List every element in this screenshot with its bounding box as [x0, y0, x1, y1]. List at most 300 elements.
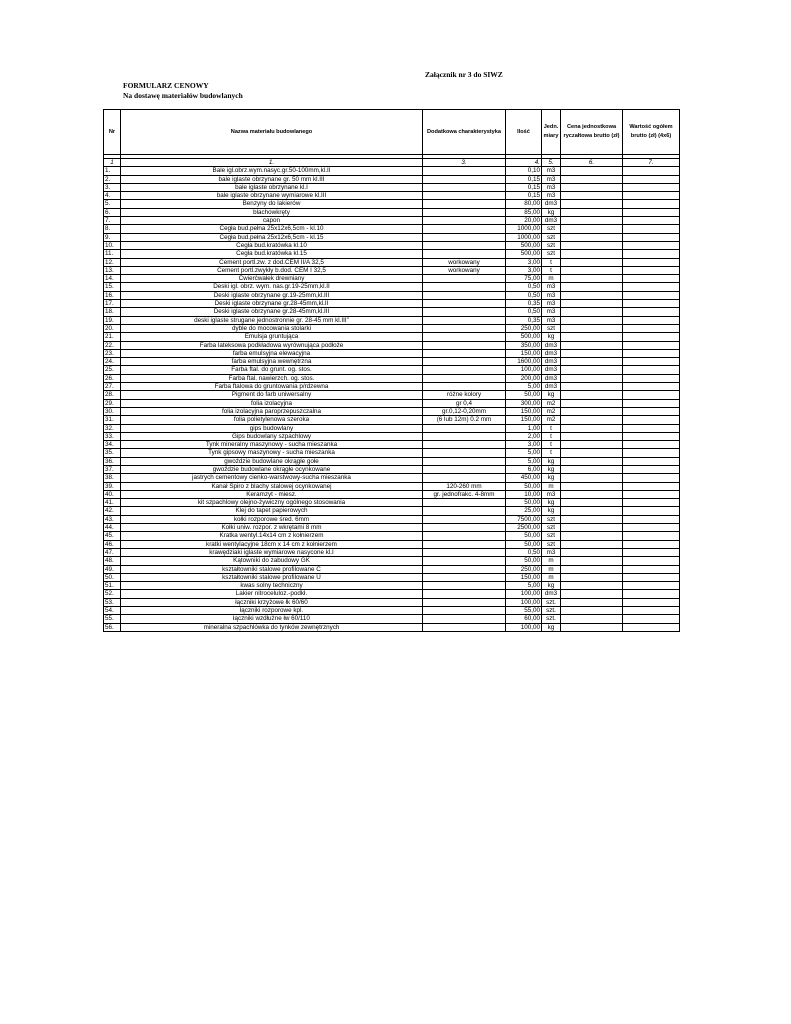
- table-row: [104, 449, 680, 457]
- unit-price-cell: [561, 615, 623, 623]
- material-name: Deski iglaste obrzynane gr.28-45mm,kl.III: [121, 308, 423, 316]
- header-name: Nazwa materiału budowlanego: [121, 110, 423, 155]
- table-row: [104, 200, 680, 208]
- material-name: Farba lateksowa podkładowa wyrównująca podłoże: [121, 341, 423, 349]
- extra-characteristic: [423, 557, 506, 565]
- table-header-row: [104, 110, 680, 155]
- table-row: [104, 573, 680, 581]
- column-number: 4.: [506, 159, 542, 167]
- total-value-cell: [623, 341, 680, 349]
- unit-price-cell: [561, 573, 623, 581]
- unit-price-cell: [561, 598, 623, 606]
- header-price: Cena jednostkowa ryczałtowa brutto (zł): [561, 110, 623, 155]
- material-name: gips budowlany: [121, 424, 423, 432]
- total-value-cell: [623, 598, 680, 606]
- unit: szt.: [542, 607, 561, 615]
- total-value-cell: [623, 300, 680, 308]
- total-value-cell: [623, 465, 680, 473]
- unit: m3: [542, 300, 561, 308]
- unit-price-cell: [561, 391, 623, 399]
- material-name: Tynk mineralny maszynowy - sucha mieszanka: [121, 441, 423, 449]
- table-row: [104, 175, 680, 183]
- unit: m3: [542, 291, 561, 299]
- unit: m3: [542, 548, 561, 556]
- quantity: 85,00: [506, 208, 542, 216]
- unit: kg: [542, 499, 561, 507]
- quantity: 60,00: [506, 615, 542, 623]
- unit-price-cell: [561, 341, 623, 349]
- row-number: 40.: [104, 490, 121, 498]
- extra-characteristic: [423, 432, 506, 440]
- unit-price-cell: [561, 358, 623, 366]
- table-row: [104, 524, 680, 532]
- extra-characteristic: [423, 507, 506, 515]
- total-value-cell: [623, 457, 680, 465]
- extra-characteristic: [423, 449, 506, 457]
- quantity: 250,00: [506, 324, 542, 332]
- quantity: 350,00: [506, 341, 542, 349]
- table-row: [104, 465, 680, 473]
- extra-characteristic: [423, 366, 506, 374]
- quantity: 50,00: [506, 540, 542, 548]
- material-name: folia izolacyjna: [121, 399, 423, 407]
- unit: m: [542, 565, 561, 573]
- extra-characteristic: [423, 441, 506, 449]
- row-number: 8.: [104, 225, 121, 233]
- column-number: 3.: [423, 159, 506, 167]
- unit-price-cell: [561, 623, 623, 631]
- unit: szt: [542, 540, 561, 548]
- material-name: kształtowniki stalowe profilowane U: [121, 573, 423, 581]
- total-value-cell: [623, 623, 680, 631]
- total-value-cell: [623, 407, 680, 415]
- table-row: [104, 324, 680, 332]
- extra-characteristic: [423, 499, 506, 507]
- table-row: [104, 208, 680, 216]
- extra-characteristic: [423, 607, 506, 615]
- table-row: [104, 540, 680, 548]
- quantity: 200,00: [506, 374, 542, 382]
- quantity: 0,15: [506, 175, 542, 183]
- total-value-cell: [623, 349, 680, 357]
- unit: dm3: [542, 349, 561, 357]
- unit: kg: [542, 465, 561, 473]
- total-value-cell: [623, 316, 680, 324]
- table-row: [104, 590, 680, 598]
- total-value-cell: [623, 607, 680, 615]
- extra-characteristic: [423, 217, 506, 225]
- quantity: 150,00: [506, 349, 542, 357]
- total-value-cell: [623, 167, 680, 175]
- quantity: 100,00: [506, 590, 542, 598]
- quantity: 0,50: [506, 308, 542, 316]
- row-number: 38.: [104, 474, 121, 482]
- table-row: [104, 532, 680, 540]
- row-number: 37.: [104, 465, 121, 473]
- row-number: 48.: [104, 557, 121, 565]
- row-number: 18.: [104, 308, 121, 316]
- row-number: 36.: [104, 457, 121, 465]
- row-number: 33.: [104, 432, 121, 440]
- quantity: 150,00: [506, 416, 542, 424]
- total-value-cell: [623, 250, 680, 258]
- unit-price-cell: [561, 275, 623, 283]
- row-number: 34.: [104, 441, 121, 449]
- header-total: Wartość ogółem brutto (zł) (4x6): [623, 110, 680, 155]
- quantity: 500,00: [506, 250, 542, 258]
- total-value-cell: [623, 366, 680, 374]
- material-name: gwoździe budowlane okrągłe gołe: [121, 457, 423, 465]
- total-value-cell: [623, 333, 680, 341]
- material-name: kwas solny techniczny: [121, 582, 423, 590]
- quantity: 0,35: [506, 300, 542, 308]
- unit: szt: [542, 524, 561, 532]
- unit-price-cell: [561, 283, 623, 291]
- unit-price-cell: [561, 383, 623, 391]
- quantity: 1600,00: [506, 358, 542, 366]
- table-row: [104, 598, 680, 606]
- unit: t: [542, 258, 561, 266]
- row-number: 3.: [104, 183, 121, 191]
- total-value-cell: [623, 258, 680, 266]
- unit-price-cell: [561, 250, 623, 258]
- column-number-row: [104, 159, 680, 167]
- extra-characteristic: [423, 358, 506, 366]
- row-number: 14.: [104, 275, 121, 283]
- quantity: 50,00: [506, 532, 542, 540]
- material-name: folia izolacyjna paroprzepuszczalna: [121, 407, 423, 415]
- table-row: [104, 225, 680, 233]
- material-name: kształtowniki stalowe profilowane C: [121, 565, 423, 573]
- quantity: 0,50: [506, 291, 542, 299]
- extra-characteristic: [423, 283, 506, 291]
- row-number: 9.: [104, 233, 121, 241]
- extra-characteristic: [423, 474, 506, 482]
- unit: szt.: [542, 598, 561, 606]
- unit-price-cell: [561, 324, 623, 332]
- row-number: 16.: [104, 291, 121, 299]
- material-name: Pigment do farb uniwersalny: [121, 391, 423, 399]
- material-name: mineralna szpachlówka do tynków zewnętrznych: [121, 623, 423, 631]
- column-number: 1: [104, 159, 121, 167]
- material-name: kratki wentylacyjne 18cm x 14 cm z kołnierzem: [121, 540, 423, 548]
- quantity: 1000,00: [506, 225, 542, 233]
- unit: szt: [542, 250, 561, 258]
- material-name: Deski iglaste obrzynane gr.19-25mm,kl.III: [121, 291, 423, 299]
- material-name: bale iglaste obrzynane gr. 50 mm kl.III: [121, 175, 423, 183]
- quantity: 150,00: [506, 573, 542, 581]
- unit: szt: [542, 225, 561, 233]
- material-name: Kołki uniw. rozpor. z wkrętami 8 mm: [121, 524, 423, 532]
- total-value-cell: [623, 233, 680, 241]
- unit: m2: [542, 399, 561, 407]
- total-value-cell: [623, 499, 680, 507]
- unit: szt: [542, 241, 561, 249]
- unit-price-cell: [561, 291, 623, 299]
- table-row: [104, 374, 680, 382]
- unit-price-cell: [561, 316, 623, 324]
- material-name: bale iglaste obrzynane kl.I: [121, 183, 423, 191]
- extra-characteristic: [423, 192, 506, 200]
- extra-characteristic: [423, 383, 506, 391]
- unit: m3: [542, 192, 561, 200]
- unit-price-cell: [561, 374, 623, 382]
- table-row: [104, 241, 680, 249]
- quantity: 0,50: [506, 548, 542, 556]
- material-name: Farba ftal. do grunt. og. stos.: [121, 366, 423, 374]
- quantity: 3,00: [506, 266, 542, 274]
- unit-price-cell: [561, 490, 623, 498]
- unit-price-cell: [561, 308, 623, 316]
- material-name: Farba ftalowa do gruntowania p/rdzewna: [121, 383, 423, 391]
- quantity: 500,00: [506, 241, 542, 249]
- table-row: [104, 192, 680, 200]
- extra-characteristic: [423, 465, 506, 473]
- unit: szt: [542, 532, 561, 540]
- total-value-cell: [623, 308, 680, 316]
- unit-price-cell: [561, 175, 623, 183]
- material-name: Cegła bud.pełna 25x12x6,5cm - kl.15: [121, 233, 423, 241]
- row-number: 35.: [104, 449, 121, 457]
- material-name: jastrych cementowy cienko-warstwowy-sucha mieszanka: [121, 474, 423, 482]
- extra-characteristic: [423, 532, 506, 540]
- row-number: 44.: [104, 524, 121, 532]
- unit-price-cell: [561, 457, 623, 465]
- header-qty: Ilość: [506, 110, 542, 155]
- material-name: Kratka wentyl.14x14 cm z kołnierzem: [121, 532, 423, 540]
- total-value-cell: [623, 532, 680, 540]
- row-number: 13.: [104, 266, 121, 274]
- total-value-cell: [623, 225, 680, 233]
- quantity: 500,00: [506, 333, 542, 341]
- table-row: [104, 507, 680, 515]
- table-row: [104, 183, 680, 191]
- total-value-cell: [623, 291, 680, 299]
- quantity: 100,00: [506, 366, 542, 374]
- unit: kg: [542, 507, 561, 515]
- material-name: Deski igl. obrz. wym. nas.gr.19-25mm,kl.II: [121, 283, 423, 291]
- unit: kg: [542, 582, 561, 590]
- table-row: [104, 266, 680, 274]
- material-name: Cegła bud.kratówka kl.15: [121, 250, 423, 258]
- total-value-cell: [623, 482, 680, 490]
- extra-characteristic: [423, 457, 506, 465]
- quantity: 0,35: [506, 316, 542, 324]
- form-subtitle: Na dostawę materiałów budowlanych: [123, 91, 243, 100]
- quantity: 1,00: [506, 424, 542, 432]
- material-name: bale iglaste obrzynane wymiarowe kl.III: [121, 192, 423, 200]
- table-row: [104, 623, 680, 631]
- form-title: FORMULARZ CENOWY: [123, 81, 209, 90]
- quantity: 5,00: [506, 457, 542, 465]
- table-row: [104, 341, 680, 349]
- total-value-cell: [623, 399, 680, 407]
- row-number: 2.: [104, 175, 121, 183]
- unit: dm3: [542, 341, 561, 349]
- unit-price-cell: [561, 441, 623, 449]
- extra-characteristic: różne kolory: [423, 391, 506, 399]
- unit: kg: [542, 623, 561, 631]
- extra-characteristic: [423, 291, 506, 299]
- total-value-cell: [623, 374, 680, 382]
- unit-price-cell: [561, 548, 623, 556]
- total-value-cell: [623, 432, 680, 440]
- column-number: 1.: [121, 159, 423, 167]
- unit: kg: [542, 474, 561, 482]
- unit: m: [542, 573, 561, 581]
- table-row: [104, 217, 680, 225]
- material-name: łączniki wzdłużne łw 60/110: [121, 615, 423, 623]
- unit-price-cell: [561, 540, 623, 548]
- total-value-cell: [623, 283, 680, 291]
- table-row: [104, 349, 680, 357]
- total-value-cell: [623, 183, 680, 191]
- extra-characteristic: [423, 183, 506, 191]
- row-number: 26.: [104, 374, 121, 382]
- row-number: 15.: [104, 283, 121, 291]
- extra-characteristic: [423, 565, 506, 573]
- extra-characteristic: [423, 300, 506, 308]
- table-row: [104, 308, 680, 316]
- unit-price-cell: [561, 208, 623, 216]
- unit: m: [542, 275, 561, 283]
- total-value-cell: [623, 548, 680, 556]
- unit: szt: [542, 324, 561, 332]
- table-row: [104, 316, 680, 324]
- unit-price-cell: [561, 399, 623, 407]
- material-name: capon: [121, 217, 423, 225]
- unit-price-cell: [561, 266, 623, 274]
- unit-price-cell: [561, 590, 623, 598]
- unit: m3: [542, 175, 561, 183]
- unit: dm3: [542, 383, 561, 391]
- unit: kg: [542, 457, 561, 465]
- quantity: 5,00: [506, 449, 542, 457]
- column-number: 7.: [623, 159, 680, 167]
- row-number: 41.: [104, 499, 121, 507]
- table-row: [104, 416, 680, 424]
- row-number: 5.: [104, 200, 121, 208]
- total-value-cell: [623, 416, 680, 424]
- unit-price-cell: [561, 300, 623, 308]
- quantity: 2,00: [506, 432, 542, 440]
- unit-price-cell: [561, 507, 623, 515]
- quantity: 1000,00: [506, 233, 542, 241]
- table-row: [104, 167, 680, 175]
- row-number: 46.: [104, 540, 121, 548]
- extra-characteristic: [423, 573, 506, 581]
- row-number: 6.: [104, 208, 121, 216]
- unit-price-cell: [561, 407, 623, 415]
- material-name: krawędziaki iglaste wymiarowe nasycone kl.I: [121, 548, 423, 556]
- unit: t: [542, 449, 561, 457]
- row-number: 27.: [104, 383, 121, 391]
- total-value-cell: [623, 615, 680, 623]
- unit: dm3: [542, 366, 561, 374]
- extra-characteristic: [423, 598, 506, 606]
- quantity: 3,00: [506, 441, 542, 449]
- unit-price-cell: [561, 465, 623, 473]
- unit-price-cell: [561, 233, 623, 241]
- row-number: 4.: [104, 192, 121, 200]
- table-row: [104, 499, 680, 507]
- unit: dm3: [542, 217, 561, 225]
- table-row: [104, 424, 680, 432]
- table-row: [104, 383, 680, 391]
- unit: kg: [542, 391, 561, 399]
- unit: kg: [542, 333, 561, 341]
- table-row: [104, 565, 680, 573]
- table-row: [104, 283, 680, 291]
- table-row: [104, 457, 680, 465]
- unit-price-cell: [561, 499, 623, 507]
- table-row: [104, 607, 680, 615]
- row-number: 56.: [104, 623, 121, 631]
- total-value-cell: [623, 565, 680, 573]
- material-name: Cement portl.zw. z dod.CEM II/A 32,5: [121, 258, 423, 266]
- row-number: 23.: [104, 349, 121, 357]
- material-name: Ćwierćwałek drewniany: [121, 275, 423, 283]
- unit: m3: [542, 308, 561, 316]
- total-value-cell: [623, 424, 680, 432]
- extra-characteristic: [423, 233, 506, 241]
- total-value-cell: [623, 275, 680, 283]
- total-value-cell: [623, 200, 680, 208]
- material-name: łączniki rozporowe kpl.: [121, 607, 423, 615]
- total-value-cell: [623, 507, 680, 515]
- total-value-cell: [623, 324, 680, 332]
- material-name: Keramzyt - miesz.: [121, 490, 423, 498]
- quantity: 10,00: [506, 490, 542, 498]
- table-row: [104, 366, 680, 374]
- extra-characteristic: workowany: [423, 258, 506, 266]
- unit: t: [542, 441, 561, 449]
- extra-characteristic: [423, 316, 506, 324]
- extra-characteristic: [423, 341, 506, 349]
- table-row: [104, 391, 680, 399]
- table-row: [104, 557, 680, 565]
- unit-price-cell: [561, 432, 623, 440]
- unit: dm3: [542, 374, 561, 382]
- quantity: 2500,00: [506, 524, 542, 532]
- total-value-cell: [623, 175, 680, 183]
- unit-price-cell: [561, 515, 623, 523]
- total-value-cell: [623, 358, 680, 366]
- unit-price-cell: [561, 333, 623, 341]
- total-value-cell: [623, 590, 680, 598]
- row-number: 45.: [104, 532, 121, 540]
- extra-characteristic: [423, 548, 506, 556]
- extra-characteristic: [423, 308, 506, 316]
- quantity: 0,15: [506, 183, 542, 191]
- table-row: [104, 441, 680, 449]
- unit-price-cell: [561, 582, 623, 590]
- material-name: Tynk gipsowy maszynowy - sucha mieszanka: [121, 449, 423, 457]
- extra-characteristic: gr. jednofrakc. 4-8mm: [423, 490, 506, 498]
- row-number: 54.: [104, 607, 121, 615]
- extra-characteristic: [423, 540, 506, 548]
- total-value-cell: [623, 540, 680, 548]
- unit-price-cell: [561, 200, 623, 208]
- table-row: [104, 615, 680, 623]
- extra-characteristic: [423, 324, 506, 332]
- table-row: [104, 250, 680, 258]
- table-row: [104, 407, 680, 415]
- unit-price-cell: [561, 557, 623, 565]
- unit: szt.: [542, 615, 561, 623]
- unit-price-cell: [561, 532, 623, 540]
- extra-characteristic: [423, 590, 506, 598]
